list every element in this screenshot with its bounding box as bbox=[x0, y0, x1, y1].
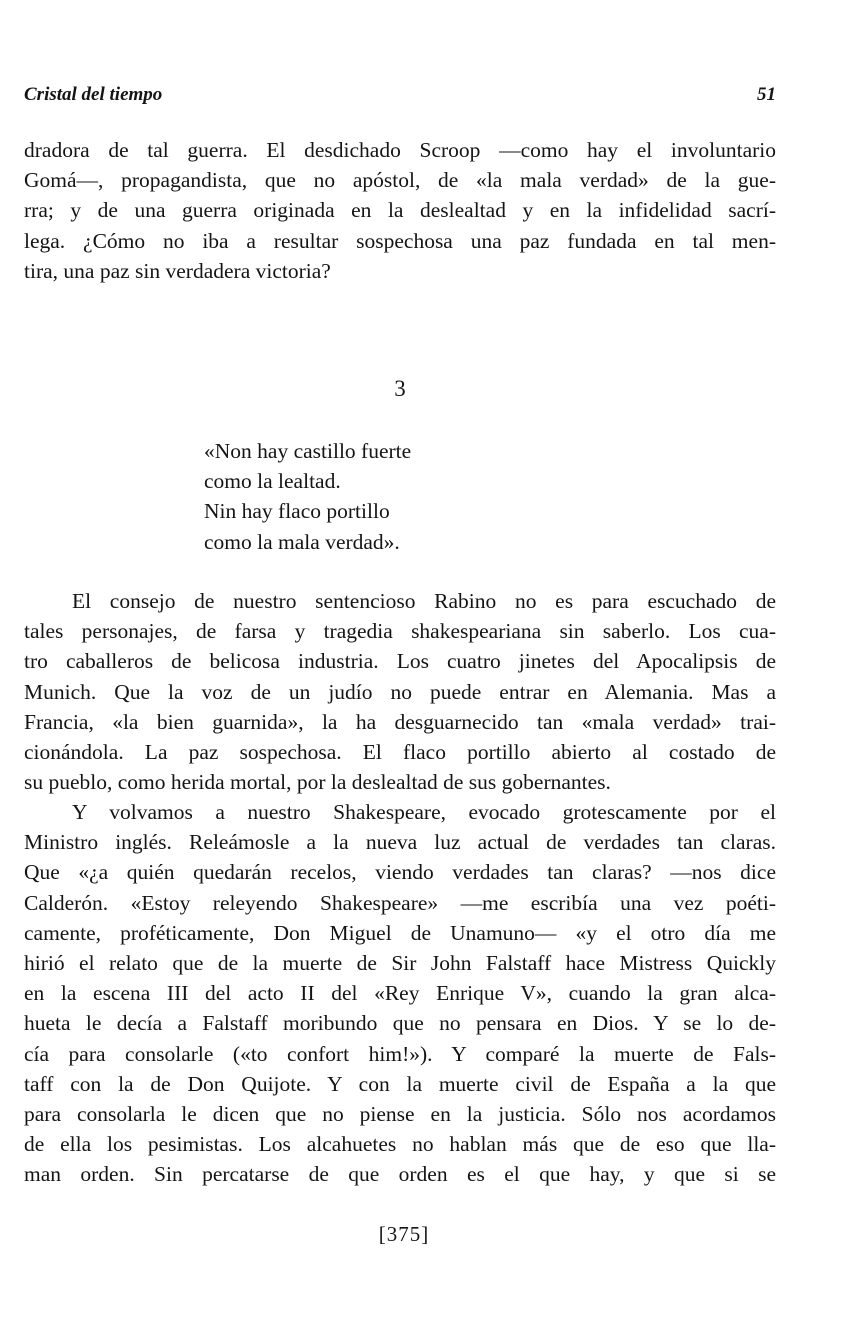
text-line: hirió el relato que de la muerte de Sir John Falstaff hace Mistress Quickly bbox=[24, 951, 776, 976]
text-line: Ministro inglés. Releámosle a la nueva luz actual de verdades tan claras. bbox=[24, 830, 776, 855]
paragraph-3 bbox=[24, 797, 776, 1190]
verse-line: Nin hay flaco portillo bbox=[204, 499, 390, 524]
verse-line: como la lealtad. bbox=[204, 469, 341, 494]
verse-quote bbox=[204, 436, 411, 557]
running-title: Cristal del tiempo bbox=[24, 84, 163, 105]
text-line: de ella los pesimistas. Los alcahuetes no hablan más que de eso que lla- bbox=[24, 1132, 776, 1157]
text-line: Munich. Que la voz de un judío no puede entrar en Alemania. Mas a bbox=[24, 679, 776, 704]
text-line: Francia, «la bien guarnida», la ha desguarnecido tan «mala verdad» trai- bbox=[24, 709, 776, 734]
section-number: 3 bbox=[394, 376, 406, 401]
text-line: cionándola. La paz sospechosa. El flaco portillo abierto al costado de bbox=[24, 740, 776, 765]
page-number: [375] bbox=[378, 1222, 430, 1246]
paragraph-2 bbox=[24, 586, 776, 797]
text-line: en la escena III del acto II del «Rey Enrique V», cuando la gran alca- bbox=[24, 981, 776, 1006]
text-line: tira, una paz sin verdadera victoria? bbox=[24, 258, 331, 283]
text-line: man orden. Sin percatarse de que orden es el que hay, y que si se bbox=[24, 1162, 776, 1187]
paragraph-1 bbox=[24, 135, 776, 286]
text-line: Calderón. «Estoy releyendo Shakespeare» —me escribía una vez poéti- bbox=[24, 890, 776, 915]
running-head bbox=[24, 84, 776, 114]
text-line: cía para consolarle («to confort him!»). Y comparé la muerte de Fals- bbox=[24, 1041, 776, 1066]
text-line: dradora de tal guerra. El desdichado Scroop —como hay el involuntario bbox=[24, 138, 776, 162]
text-line: para consolarla le dicen que no piense en la justicia. Sólo nos acordamos bbox=[24, 1102, 776, 1127]
text-line: camente, proféticamente, Don Miguel de Unamuno— «y el otro día me bbox=[24, 920, 776, 945]
text-line: hueta le decía a Falstaff moribundo que no pensara en Dios. Y se lo de- bbox=[24, 1011, 776, 1036]
text-line: Que «¿a quién quedarán recelos, viendo verdades tan claras? —nos dice bbox=[24, 860, 776, 885]
text-line: lega. ¿Cómo no iba a resultar sospechosa una paz fundada en tal men- bbox=[24, 228, 776, 253]
text-line: Y volvamos a nuestro Shakespeare, evocado grotescamente por el bbox=[72, 800, 776, 824]
text-line: su pueblo, como herida mortal, por la deslealtad de sus gobernantes. bbox=[24, 770, 611, 795]
verse-line: «Non hay castillo fuerte bbox=[204, 439, 412, 463]
folio-number: 51 bbox=[757, 84, 776, 105]
text-line: tro caballeros de belicosa industria. Los cuatro jinetes del Apocalipsis de bbox=[24, 649, 776, 674]
text-line: rra; y de una guerra originada en la deslealtad y en la infidelidad sacrí- bbox=[24, 198, 776, 223]
text-line: taff con la de Don Quijote. Y con la muerte civil de España a la que bbox=[24, 1071, 776, 1096]
text-line: Gomá—, propagandista, que no apóstol, de «la mala verdad» de la gue- bbox=[24, 168, 776, 193]
verse-line: como la mala verdad». bbox=[204, 529, 400, 554]
text-line: El consejo de nuestro sentencioso Rabino no es para escuchado de bbox=[72, 589, 776, 613]
text-line: tales personajes, de farsa y tragedia shakespeariana sin saberlo. Los cua- bbox=[24, 619, 776, 644]
